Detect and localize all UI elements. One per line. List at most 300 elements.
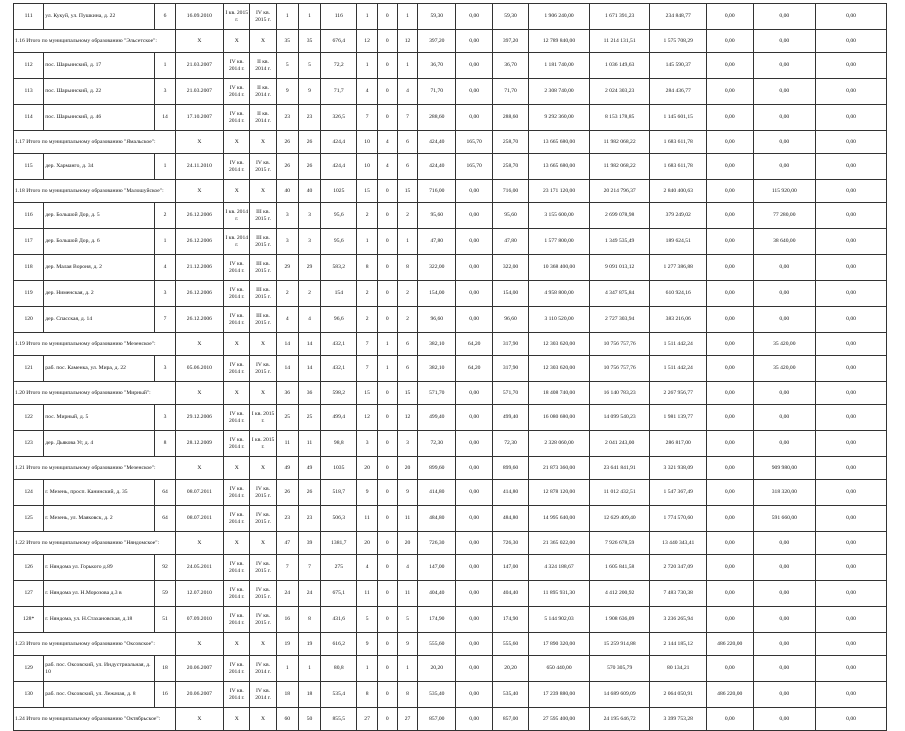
table-cell: 0,00 (456, 229, 492, 255)
table-cell: 26 (276, 131, 298, 154)
table-cell: II кв. 2014 г. (250, 53, 276, 79)
table-cell: 0,00 (753, 555, 816, 581)
table-cell: 4 (276, 307, 298, 333)
table-cell: 20 (397, 532, 417, 555)
table-cell: 317,90 (492, 333, 528, 356)
table-cell: 4 (357, 555, 377, 581)
table-cell: 59,30 (418, 4, 456, 30)
table-cell: 26 (276, 480, 298, 506)
table-cell: 189 624,51 (650, 229, 707, 255)
table-cell: X (250, 180, 276, 203)
table-cell: 424,40 (418, 131, 456, 154)
table-cell: 555,60 (492, 633, 528, 656)
table-cell: 2 144 185,12 (650, 633, 707, 656)
table-cell: 0,00 (816, 154, 887, 180)
table-cell: 15 (397, 180, 417, 203)
table-cell: X (250, 633, 276, 656)
table-cell: 25 (298, 405, 320, 431)
table-cell: 24 (298, 581, 320, 607)
table-cell: 432,1 (321, 333, 357, 356)
table-cell: 0,00 (753, 255, 816, 281)
table-cell: X (175, 633, 224, 656)
table-cell: 397,20 (418, 30, 456, 53)
table-cell: 1 (357, 656, 377, 682)
table-row (14, 255, 887, 281)
table-cell: 7 926 678,59 (589, 532, 650, 555)
table-cell: 120 (14, 307, 44, 333)
table-cell: 0,00 (456, 656, 492, 682)
table-cell: 3 (155, 79, 175, 105)
table-cell: 382,10 (418, 356, 456, 382)
table-cell: дер. Нименская, д. 2 (44, 281, 155, 307)
table-cell: 7 (298, 555, 320, 581)
table-cell: 0,00 (707, 30, 753, 53)
table-cell: 116 (14, 203, 44, 229)
table-cell: 1.19 Итого по муниципальному образованию "Мезенское": (14, 333, 176, 356)
table-cell: 29 (276, 255, 298, 281)
table-row (14, 480, 887, 506)
table-cell: IV кв. 2014 г. (224, 79, 250, 105)
table-cell: 17 239 880,00 (529, 682, 590, 708)
table-cell: 598,2 (321, 382, 357, 405)
table-cell: X (224, 457, 250, 480)
table-cell: 0,00 (456, 581, 492, 607)
table-cell: 0 (377, 656, 397, 682)
table-cell: 7 (397, 105, 417, 131)
table-cell: 23 (276, 506, 298, 532)
table-cell: 4 324 188,67 (529, 555, 590, 581)
table-cell: 0,00 (707, 480, 753, 506)
table-cell: 258,70 (492, 154, 528, 180)
table-cell: 1 (155, 229, 175, 255)
table-cell: 2 328 060,00 (529, 431, 590, 457)
table-cell: 675,1 (321, 581, 357, 607)
table-cell: IV кв. 2015 г. (250, 581, 276, 607)
table-cell: 318 320,00 (753, 480, 816, 506)
table-cell: г. Мезень, просп. Канинский, д. 35 (44, 480, 155, 506)
table-cell: 0 (377, 555, 397, 581)
table-cell: 117 (14, 229, 44, 255)
table-cell: IV кв. 2015 г. (250, 607, 276, 633)
table-cell: 0 (377, 708, 397, 731)
table-cell: 0,00 (707, 405, 753, 431)
table-cell: 125 (14, 506, 44, 532)
table-cell: 9 (397, 480, 417, 506)
table-cell: 6 (397, 356, 417, 382)
table-cell: 7 (357, 333, 377, 356)
table-cell: X (224, 131, 250, 154)
table-cell: 20,20 (418, 656, 456, 682)
table-cell: 23 (298, 506, 320, 532)
table-cell: 26 (298, 131, 320, 154)
table-cell: X (250, 30, 276, 53)
table-cell: 4 (397, 79, 417, 105)
table-cell: 591 660,00 (753, 506, 816, 532)
table-cell: 7 (357, 356, 377, 382)
table-cell: 19 (276, 633, 298, 656)
table-cell: 2 (357, 281, 377, 307)
table-cell: 616,2 (321, 633, 357, 656)
table-cell: IV кв. 2014 г. (224, 255, 250, 281)
table-cell: 2 840 400,63 (650, 180, 707, 203)
table-cell: 2 (155, 203, 175, 229)
table-cell: 0,00 (456, 405, 492, 431)
table-cell: 20 (357, 532, 377, 555)
table-cell: 0,00 (816, 79, 887, 105)
table-cell: III кв. 2015 г. (250, 281, 276, 307)
table-cell: 0,00 (816, 607, 887, 633)
table-cell: 650 440,00 (529, 656, 590, 682)
table-cell: 0,00 (456, 79, 492, 105)
table-cell: 484,80 (492, 506, 528, 532)
table-cell: IV кв. 2015 г. (250, 4, 276, 30)
table-cell: 4 412 200,92 (589, 581, 650, 607)
table-cell: 0,00 (707, 506, 753, 532)
table-cell: 35 420,00 (753, 333, 816, 356)
table-cell: 36,70 (418, 53, 456, 79)
table-cell: 0 (377, 307, 397, 333)
table-cell: 1 (155, 154, 175, 180)
table-cell: X (175, 30, 224, 53)
table-cell: 147,00 (418, 555, 456, 581)
table-cell: 726,30 (492, 532, 528, 555)
table-cell: 14 (298, 356, 320, 382)
table-cell: 174,90 (492, 607, 528, 633)
table-cell: 3 (397, 431, 417, 457)
table-cell: 6 (155, 4, 175, 30)
table-cell: 0 (377, 105, 397, 131)
table-cell: 28.12.2009 (175, 431, 224, 457)
table-cell: 23 (298, 105, 320, 131)
table-cell: 11 982 068,22 (589, 131, 650, 154)
table-cell: 20 (397, 457, 417, 480)
table-cell: 0,00 (816, 532, 887, 555)
table-cell: 1 671 391,23 (589, 4, 650, 30)
table-cell: 12.07.2010 (175, 581, 224, 607)
table-cell: X (175, 180, 224, 203)
table-cell: 571,70 (418, 382, 456, 405)
table-cell: 05.06.2010 (175, 356, 224, 382)
table-cell: 317,90 (492, 356, 528, 382)
table-cell: 0,00 (753, 154, 816, 180)
table-cell: 0,00 (707, 457, 753, 480)
table-cell: 1 575 708,29 (650, 30, 707, 53)
table-cell: 50 (298, 708, 320, 731)
table-cell: 4 (377, 154, 397, 180)
table-cell: II кв. 2014 г. (250, 79, 276, 105)
table-cell: 0,00 (816, 131, 887, 154)
table-cell: 1 683 611,78 (650, 154, 707, 180)
table-cell: 14 (276, 333, 298, 356)
table-cell: 0 (377, 180, 397, 203)
table-row (14, 307, 887, 333)
table-cell: I кв. 2014 г. (224, 229, 250, 255)
table-cell: 676,4 (321, 30, 357, 53)
table-cell: 0,00 (753, 30, 816, 53)
table-cell: 59 (155, 581, 175, 607)
table-cell: 0,00 (753, 708, 816, 731)
table-row (14, 405, 887, 431)
table-cell: 7 (276, 555, 298, 581)
table-cell: 1 981 139,77 (650, 405, 707, 431)
table-cell: 0,00 (816, 633, 887, 656)
table-cell: 499,40 (492, 405, 528, 431)
table-cell: 8 (155, 431, 175, 457)
table-cell: 0,00 (707, 382, 753, 405)
table-cell: 0,00 (753, 4, 816, 30)
table-cell: X (250, 382, 276, 405)
table-cell: 21.03.2007 (175, 79, 224, 105)
table-row (14, 682, 887, 708)
table-cell: 383 216,06 (650, 307, 707, 333)
table-cell: 77 280,00 (753, 203, 816, 229)
table-cell: 0,00 (707, 708, 753, 731)
table-cell: 165,70 (456, 154, 492, 180)
table-cell: 121 (14, 356, 44, 382)
table-cell: 26.12.2006 (175, 203, 224, 229)
table-cell: 570 305,79 (589, 656, 650, 682)
housing-program-table-sheet (13, 3, 887, 731)
table-cell: 0 (377, 633, 397, 656)
table-cell: 21 365 022,00 (529, 532, 590, 555)
table-row (14, 356, 887, 382)
table-cell: 26.12.2006 (175, 229, 224, 255)
table-cell: 0,00 (456, 532, 492, 555)
table-cell: 0,00 (707, 555, 753, 581)
table-cell: X (175, 708, 224, 731)
table-cell: 397,20 (492, 30, 528, 53)
table-cell: 0,00 (456, 255, 492, 281)
table-cell: 4 (298, 307, 320, 333)
table-cell: 0,00 (816, 708, 887, 731)
table-cell: IV кв. 2015 г. (250, 154, 276, 180)
table-cell: 11 895 931,30 (529, 581, 590, 607)
table-cell: 2 (357, 307, 377, 333)
table-cell: 4 (377, 131, 397, 154)
table-cell: 40 (298, 180, 320, 203)
table-cell: 0,00 (816, 480, 887, 506)
table-cell: 2 064 050,91 (650, 682, 707, 708)
table-cell: 18 (276, 682, 298, 708)
table-cell: 92 (155, 555, 175, 581)
table-cell: 1.24 Итого по муниципальному образованию "Октябрьское": (14, 708, 176, 731)
table-cell: 27 (397, 708, 417, 731)
table-cell: 2 267 956,77 (650, 382, 707, 405)
table-cell: 284 436,77 (650, 79, 707, 105)
table-cell: 0,00 (456, 382, 492, 405)
table-cell: 36 (298, 382, 320, 405)
table-cell: 1025 (321, 180, 357, 203)
table-cell: 0,00 (707, 131, 753, 154)
table-cell: IV кв. 2015 г. (250, 480, 276, 506)
table-cell: 0,00 (753, 431, 816, 457)
table-cell: 5 (276, 53, 298, 79)
table-cell: 20.06.2007 (175, 682, 224, 708)
table-cell: 114 (14, 105, 44, 131)
table-cell: 1.22 Итого по муниципальному образованию "Няндомское": (14, 532, 176, 555)
table-cell: 122 (14, 405, 44, 431)
table-cell: 1 577 800,00 (529, 229, 590, 255)
table-cell: 3 399 753,28 (650, 708, 707, 731)
table-cell: 35 (276, 30, 298, 53)
table-cell: 1 (357, 229, 377, 255)
table-cell: 4 347 875,84 (589, 281, 650, 307)
table-cell: ул. Кукуй, ул. Пушкина, д. 22 (44, 4, 155, 30)
table-cell: 95,60 (418, 203, 456, 229)
table-cell: III кв. 2015 г. (250, 255, 276, 281)
table-cell: 11 982 068,22 (589, 154, 650, 180)
table-cell: 18 (155, 656, 175, 682)
table-cell: 8 (397, 682, 417, 708)
table-cell: 0,00 (816, 656, 887, 682)
table-cell: 59,30 (492, 4, 528, 30)
table-cell: IV кв. 2014 г. (224, 405, 250, 431)
table-cell: 13 440 343,41 (650, 532, 707, 555)
table-cell: 0 (377, 405, 397, 431)
table-row (14, 607, 887, 633)
table-cell: X (250, 532, 276, 555)
table-cell: 1 (298, 4, 320, 30)
table-cell: X (175, 333, 224, 356)
table-cell: IV кв. 2014 г. (224, 607, 250, 633)
table-cell: 499,40 (418, 405, 456, 431)
table-cell: 21 873 360,00 (529, 457, 590, 480)
table-cell: IV кв. 2014 г. (224, 154, 250, 180)
table-cell: 2 024 303,23 (589, 79, 650, 105)
table-cell: 2 699 078,98 (589, 203, 650, 229)
table-cell: 0,00 (456, 53, 492, 79)
table-cell: 0,00 (707, 203, 753, 229)
table-cell: 14 (276, 356, 298, 382)
table-cell: X (175, 382, 224, 405)
table-cell: 0,00 (707, 607, 753, 633)
table-cell: 12 878 120,00 (529, 480, 590, 506)
table-cell: IV кв. 2015 г. (250, 356, 276, 382)
table-cell: 2 (298, 281, 320, 307)
table-cell: раб. пос. Каменка, ул. Мира, д. 22 (44, 356, 155, 382)
table-cell: 19 (298, 633, 320, 656)
table-cell: 123 (14, 431, 44, 457)
table-cell: 154,00 (418, 281, 456, 307)
table-cell: 3 (298, 203, 320, 229)
table-cell: 115 920,00 (753, 180, 816, 203)
table-cell: дер. Харманго, д. 34 (44, 154, 155, 180)
table-cell: 64,20 (456, 333, 492, 356)
table-cell: 0,00 (456, 633, 492, 656)
table-cell: 1.21 Итого по муниципальному образованию "Мезенское": (14, 457, 176, 480)
table-cell: 15 (357, 382, 377, 405)
table-cell: III кв. 2015 г. (250, 229, 276, 255)
table-cell: 899,60 (418, 457, 456, 480)
table-cell: раб. пос. Оксовский, ул. Индустриальная, д. 10 (44, 656, 155, 682)
table-cell: 0,00 (816, 105, 887, 131)
table-cell: 1 511 442,24 (650, 333, 707, 356)
table-cell: IV кв. 2014 г. (224, 431, 250, 457)
table-cell: 1 683 611,78 (650, 131, 707, 154)
table-cell: 0,00 (707, 333, 753, 356)
table-cell: 9 (357, 633, 377, 656)
table-cell: 2 (276, 281, 298, 307)
table-cell: 571,70 (492, 382, 528, 405)
table-cell: 555,60 (418, 633, 456, 656)
table-row (14, 53, 887, 79)
table-cell: 0,00 (753, 607, 816, 633)
table-cell: 13 665 680,00 (529, 154, 590, 180)
table-cell: 0,00 (816, 581, 887, 607)
table-cell: 0,00 (456, 30, 492, 53)
table-cell: 0,00 (816, 281, 887, 307)
subtotal-row (14, 633, 887, 656)
table-cell: IV кв. 2014 г. (224, 281, 250, 307)
table-cell: 115 (14, 154, 44, 180)
table-cell: 0,00 (816, 229, 887, 255)
table-cell: 12 303 620,00 (529, 356, 590, 382)
table-cell: 3 321 938,09 (650, 457, 707, 480)
table-cell: 1.16 Итого по муниципальному образованию "Эльсетское": (14, 30, 176, 53)
table-cell: 12 789 840,00 (529, 30, 590, 53)
table-cell: 12 629 409,40 (589, 506, 650, 532)
table-cell: X (224, 30, 250, 53)
table-cell: 124 (14, 480, 44, 506)
table-cell: 3 (276, 203, 298, 229)
table-cell: X (175, 131, 224, 154)
table-cell: IV кв. 2014 г. (250, 682, 276, 708)
table-cell: 0 (377, 532, 397, 555)
table-cell: 0,00 (816, 307, 887, 333)
table-cell: 1 (276, 4, 298, 30)
table-cell: IV кв. 2014 г. (224, 307, 250, 333)
table-cell: 10 756 757,76 (589, 333, 650, 356)
table-cell: 165,70 (456, 131, 492, 154)
table-cell: 3 (155, 356, 175, 382)
table-cell: 1 181 740,00 (529, 53, 590, 79)
table-cell: 0 (377, 203, 397, 229)
table-cell: 95,6 (321, 203, 357, 229)
table-cell: IV кв. 2015 г. (250, 506, 276, 532)
table-cell: 127 (14, 581, 44, 607)
table-cell: 51 (155, 607, 175, 633)
table-cell: 857,00 (418, 708, 456, 731)
table-cell: 5 (357, 607, 377, 633)
table-cell: 154,00 (492, 281, 528, 307)
table-cell: I кв. 2015 г. (224, 4, 250, 30)
table-cell: 286 817,00 (650, 431, 707, 457)
table-cell: 3 (276, 229, 298, 255)
table-cell: 404,40 (418, 581, 456, 607)
table-cell: 0,00 (707, 581, 753, 607)
table-cell: 486 220,00 (707, 682, 753, 708)
table-cell: 0,00 (753, 382, 816, 405)
table-cell: 1 (397, 656, 417, 682)
table-cell: 126 (14, 555, 44, 581)
table-cell: 15 259 914,88 (589, 633, 650, 656)
table-cell: 0 (377, 457, 397, 480)
table-cell: 1 547 367,49 (650, 480, 707, 506)
table-cell: 2 308 740,00 (529, 79, 590, 105)
table-cell: дер. Малая Вороня, д. 2 (44, 255, 155, 281)
table-cell: 1 (397, 229, 417, 255)
table-cell: 128* (14, 607, 44, 633)
table-row (14, 581, 887, 607)
table-row (14, 555, 887, 581)
table-cell: 379 249,02 (650, 203, 707, 229)
table-cell: 11 (357, 581, 377, 607)
table-cell: 0,00 (456, 506, 492, 532)
table-cell: 0,00 (816, 180, 887, 203)
table-cell: 14 689 609,09 (589, 682, 650, 708)
table-row (14, 105, 887, 131)
table-cell: 26 (298, 480, 320, 506)
